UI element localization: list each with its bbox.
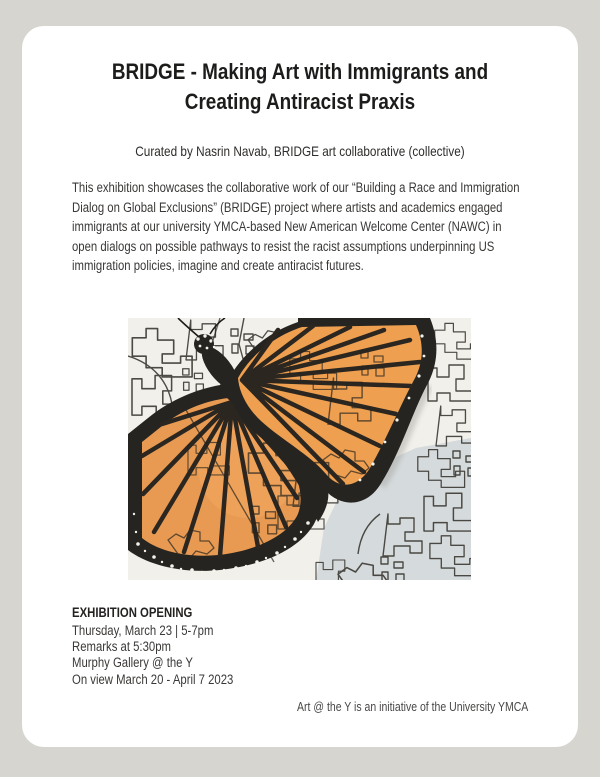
event-date-time: Thursday, March 23 | 5-7pm: [72, 623, 214, 638]
description-paragraph: This exhibition showcases the collaborative work of our “Building a Race and Immigration Dialog on Global Exclusions” (BRIDGE) project where artists and academics engaged immigrants at our university YMCA-based New American Welcome Center (NAWC) in open dialogs on possible pathways to resist the racist assumptions underpinning US immigration policies, imagine and create antiracist futures.: [72, 180, 520, 274]
event-details: [72, 603, 264, 688]
event-on-view-dates: On view March 20 - April 7 2023: [72, 671, 234, 687]
event-location: Murphy Gallery @ the Y: [72, 655, 193, 671]
butterfly-map-collage-image: [128, 318, 471, 580]
title-line-1: BRIDGE - Making Art with Immigrants and: [111, 59, 489, 84]
footer-credit: Art @ the Y is an initiative of the University YMCA: [296, 700, 528, 714]
event-remarks: Remarks at 5:30pm: [72, 639, 171, 655]
curator-line: Curated by Nasrin Navab, BRIDGE art collaborative (collective): [135, 143, 465, 159]
butterfly-map-artwork: [128, 318, 471, 580]
event-heading: EXHIBITION OPENING: [72, 605, 193, 620]
page-title: [66, 57, 533, 117]
flyer-card: [22, 26, 578, 747]
title-line-2: Creating Antiracist Praxis: [184, 89, 416, 114]
